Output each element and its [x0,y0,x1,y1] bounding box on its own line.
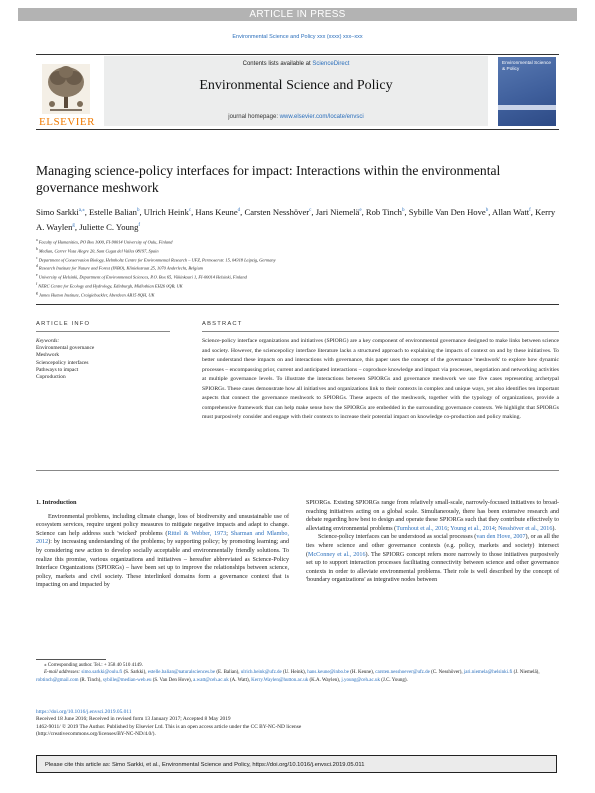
article-history: Received 18 June 2016; Received in revised form 13 January 2017; Accepted 8 May 2019 [36,716,231,723]
email-link[interactable]: carsten.nesshoever@ufz.de [375,670,430,676]
article-title: Managing science-policy interfaces for impact: Interactions within the environmental governance meshwork [36,163,501,195]
keyword-item: Coproduction [36,374,66,381]
author-affiliation-marker[interactable]: f [529,208,531,213]
citation-link[interactable]: Sharman and Mlambo, 2012 [36,530,289,546]
email-link[interactable]: robtinch@gmail.com [36,677,79,683]
author-affiliation-marker[interactable]: b [401,208,405,213]
abstract-heading: ABSTRACT [202,321,243,327]
email-link[interactable]: simo.sarkki@oulu.fi [81,670,123,676]
abstract-rule [202,331,559,332]
text-run: ; [494,525,499,532]
email-link[interactable]: estelle.balian@naturalsciences.be [147,670,216,676]
email-link[interactable]: Kerry.Waylen@hutton.ac.uk [251,677,309,683]
section-heading-introduction: 1. Introduction [36,499,77,506]
text-run: Environmental problems, including climate change, loss of biodiversity and unsustainable use of ecosystem services, require urgent policy measures to mitigate negative impacts and adapt to change. Science can help address such 'wicked' problems ( [36,513,289,537]
masthead-top-rule [36,54,559,55]
author-affiliation-marker[interactable]: c [188,208,192,213]
article-in-press-banner: ARTICLE IN PRESS [18,8,577,21]
publication-info [36,709,559,738]
keyword-item: Environmental governance [36,345,95,351]
intro-paragraph-1-cont [306,499,559,533]
abstract-bottom-rule [36,470,559,471]
affiliation-marker: e [36,273,38,278]
body-column-left [36,499,289,590]
contents-line [104,61,488,67]
keyword-item: Meshwork [36,352,60,359]
affiliation-list [36,237,559,298]
author-affiliation-marker[interactable]: g [72,223,75,229]
journal-reference-link[interactable]: Environmental Science and Policy xxx (xxxx) xxx–xxx [232,34,363,40]
journal-homepage [104,114,488,120]
homepage-link[interactable]: www.elsevier.com/locate/envsci [279,114,364,120]
author-affiliation-marker[interactable]: b [136,208,140,213]
author-affiliation-marker[interactable]: a,⁎ [78,208,85,213]
corresponding-author-note: ⁎ Corresponding author. Tel.: + 358 40 510 4149. [44,663,143,668]
homepage-prefix: journal homepage: [228,114,280,120]
author-name[interactable]: Ulrich Heink [143,206,189,217]
author-affiliation-marker[interactable]: e [359,208,362,213]
author-name[interactable]: Juliette C. Young [79,222,139,233]
author-name[interactable]: Carsten Nesshöver [244,206,310,217]
intro-paragraph-2 [306,533,559,585]
email-addresses: E-mail addresses: simo.sarkki@oulu.fi (S. Sarkki), estelle.balian@naturalsciences.be (E. Balian), ulrich.heink@ufz.de (U. Heink), hans.keune@inbo.be (H. Keune), carsten.nesshoever@ufz.de (C. Nesshöver), jari.niemela@helsinki.fi (J. Niemelä), robtinch@gmail.com (R. Tinch), sybille@median-web.eu (S. Van Den Hove), a.watt@ceh.ac.uk (A. Watt), Kerry.Waylen@hutton.ac.uk (K.A. Waylen), j.young@ceh.ac.uk (J.C. Young). [36,670,540,683]
author-name[interactable]: Jari Niemelä [315,206,360,217]
author-list: Simo Sarkki$^{a,⁎}$, Estelle Balian$^b$, Ulrich Heink$^c$, Hans Keune$^d$, Carsten Nesshöver$^c$, Jari Niemelä$^e$, Rob Tinch$^b$, Sybille Van Den Hove$^b$, Allan Watt$^f$, Kerry A. Waylen$^g$, Juliette C. Young$^f$ [36,206,556,233]
article-info-rule [36,331,170,332]
footnote-rule [36,659,106,660]
email-link[interactable]: sybille@median-web.eu [102,677,152,683]
author-affiliation-marker[interactable]: d [237,208,241,213]
text-run: ; [447,525,451,532]
text-run: ): by increasing understanding of the problems; by supporting policy; by promoting learning; and by considering new action to develop socially acceptable and environmentally friendly solutions. To realize this promise, various organizations and initiatives – hereafter abbreviated as Science-Policy Interface Organizations (SPIORGs) – have been set up to improve the relationships between science, policy, markets and civil society. These interlinked domains form a governance context that is impacting on and impacted by [36,539,289,589]
author-name[interactable]: Simo Sarkki [36,206,79,217]
citation-link[interactable]: Rittel & Webber, 1973 [167,530,227,537]
citation-link[interactable]: Nesshöver et al., 2016 [498,525,553,532]
email-label: E-mail addresses: [44,670,81,676]
author-name[interactable]: Rob Tinch [365,206,402,217]
email-link[interactable]: a.watt@ceh.ac.uk [193,677,229,683]
affiliation-item: $^g$ James Hutton Institute, Craigiebuckler, Aberdeen AB15 8QH, UK [36,290,155,298]
body-column-right [306,499,559,585]
author-name[interactable]: Estelle Balian [89,206,137,217]
keyword-item: Pathways to impact [36,366,79,373]
affiliation-item: $^e$ University of Helsinki, Department of Environmental Sciences, P.O. Box 65, Viikinkaari 1, FI-00014 Helsinki, Finland [36,273,247,280]
email-link[interactable]: hans.keune@inbo.be [307,670,350,676]
text-run: ), or as all the ties where science and other governance contexts (e.g. policy, markets and society) intersect ( [306,534,559,558]
keyword-item: Sciencepolicy interfaces [36,359,89,366]
citation-link[interactable]: Young et al., 2014 [450,525,495,532]
email-link[interactable]: jari.niemela@helsinki.fi [463,670,513,676]
cover-title: Environmental Science & Policy [502,61,552,72]
author-name[interactable]: Sybille Van Den Hove [408,206,486,217]
sciencedirect-link[interactable]: ScienceDirect [312,61,350,67]
journal-cover-thumbnail[interactable] [498,57,556,126]
author-name[interactable]: Allan Watt [492,206,530,217]
journal-masthead [36,54,559,130]
masthead-bottom-rule [36,129,559,130]
affiliation-marker: c [36,255,38,260]
publisher-name: ELSEVIER [39,116,95,128]
author-name[interactable]: Hans Keune [195,206,238,217]
affiliation-item: $^a$ Faculty of Humanities, PO Box 1000, FI-90014 University of Oulu, Finland [36,238,173,245]
email-link[interactable]: ulrich.heink@ufz.de [240,670,282,676]
affiliations-rule [36,304,559,305]
text-run: ). [552,525,556,532]
affiliation-marker: f [36,281,38,286]
article-info-heading: ARTICLE INFO [36,321,91,327]
text-run: SPIORGs. Existing SPIORGs range from relatively small-scale, narrowly-focused initiatives to broad-reaching initiatives acting on a global scale. Simultaneously, there has been extensive research and debate regarding how best to design and operate these SPIORGs such that they contribute effectively to alleviating environmental problems ( [306,500,559,532]
citation-link[interactable]: van den Hove, 2007 [476,534,526,541]
text-run: Science-policy interfaces can be understood as social processes ( [318,534,477,541]
abstract-text: Science-policy interface organizations and initiatives (SPIORG) are a key component of environmental governance designed to make links between science and society. However, the sciencepolicy interface literature lacks a structured approach to explaining the impacts of context on and by these initiatives. To better understand these impacts on and interactions with governance, this paper uses the concept of the governance 'meshwork' to explore how dynamic processes – encompassing prior, current and anticipated interactions – coproduce knowledge and impact via processes, negotiation and networking activities at multiple governance levels. To illustrate the interactions between SPIORGs and governance meshwork we use five cases representing archetypal SPIORGs. These cases demonstrate how all initiatives and organizations link to their contexts in complex and unique ways, yet also identifies ten important aspects that connect the governance meshwork to SPIORGs. These aspects of the meshwork, together with the typology of organizations, provide a comprehensive framework that can help make sense how the SPIORGs are embedded in the surrounding governance contexts. We highlight that SPIORGs must purposively consider and engage with their contexts to increase their potential impact on knowledge co-production and policy making. [202,338,559,420]
citation-link[interactable]: Turnhout et al., 2016 [396,525,448,532]
email-link[interactable]: j.young@ceh.ac.uk [341,677,380,683]
author-affiliation-marker[interactable]: f [138,223,141,229]
affiliation-item: $^c$ Department of Conservation Biology, Helmholtz Centre for Environmental Research – UFZ, Permoserstr. 15, 04318 Leipzig, Germany [36,255,276,262]
cover-band [498,105,556,110]
license-line-1: 1462-9011/ © 2019 The Author. Published by Elsevier Ltd. This is an open access article under the CC BY-NC-ND license [36,723,302,730]
author-name[interactable]: Kerry A. Waylen [36,206,556,233]
masthead-center [104,56,488,126]
affiliation-item: $^b$ Median, Carrer Vista Alegre 20, Sant Cugat del Valles 08197, Spain [36,246,159,254]
affiliation-item: $^d$ Research Institute for Nature and Forest (INBO), Kliniekstraat 25, 1070 Anderlecht, Belgium [36,264,203,271]
keyword-list [36,345,170,381]
affiliation-item: $^f$ NERC Centre for Ecology and Hydrology, Edinburgh, Midlothian EH26 0QB, UK [36,281,183,289]
affiliation-marker: d [36,264,38,269]
contents-prefix: Contents lists available at [242,61,313,67]
text-run: ). The SPIORG concept refers more narrowly to those initiatives purposively set up to support interaction processes facilitating connectivity between science and other governance contexts in order to alleviate environmental problems. Their role is well described by the concept of 'boundary organizations' as integrative nodes between [306,551,559,584]
citation-link[interactable]: McConney et al., 2016 [308,551,366,558]
affiliation-marker: g [36,290,38,295]
citation-box: Please cite this article as: Simo Sarkki, et al., Environmental Science and Policy, https://doi.org/10.1016/j.envsci.2019.05.011 [36,755,557,773]
keywords-label: Keywords: [36,338,60,344]
affiliation-marker: a [36,238,38,242]
author-affiliation-marker[interactable]: c [309,208,312,213]
author-affiliation-marker[interactable]: b [485,208,489,213]
doi-link[interactable]: https://doi.org/10.1016/j.envsci.2019.05.011 [36,709,132,715]
intro-paragraph-1 [36,513,289,590]
footnotes [36,662,559,684]
license-line-2: (http://creativecommons.org/licenses/BY-NC-ND/4.0/). [36,730,156,737]
affiliation-marker: b [36,246,38,251]
journal-title: Environmental Science and Policy [199,78,393,93]
text-run: ; [226,530,231,537]
